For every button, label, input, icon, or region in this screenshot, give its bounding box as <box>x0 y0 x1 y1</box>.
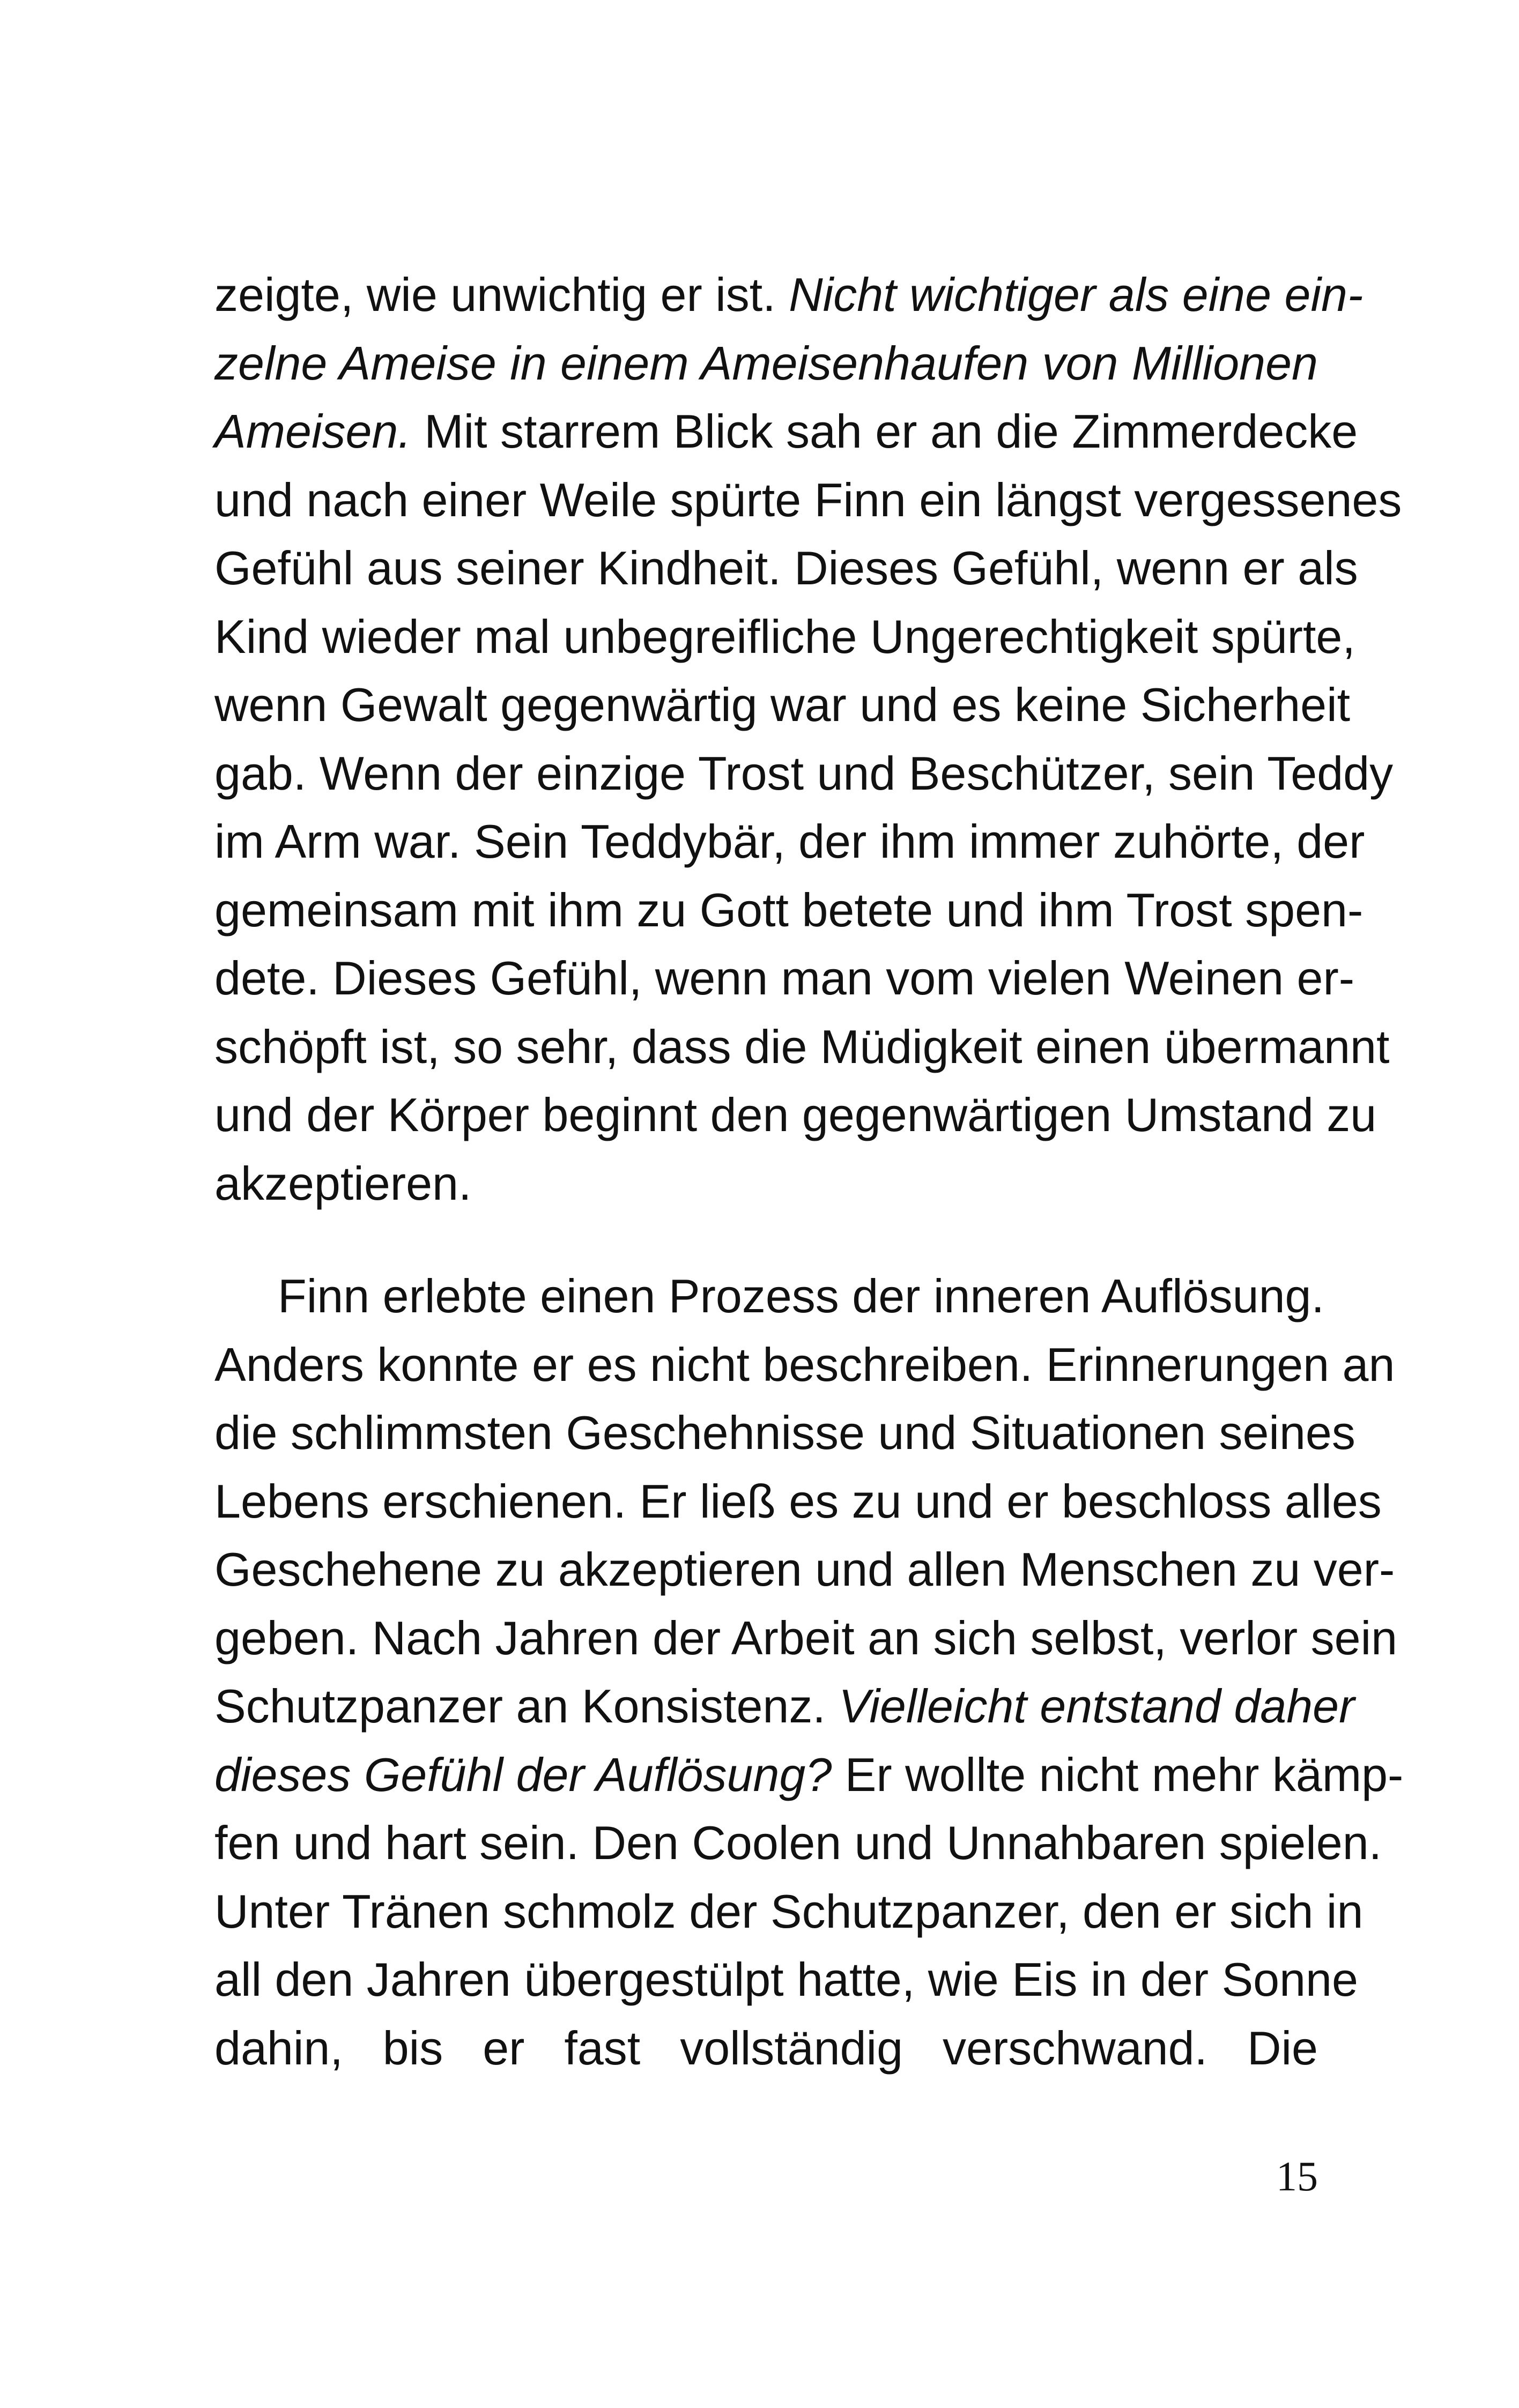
text-run: Unter Tränen schmolz der Schutzpanzer, den er sich in <box>214 1884 1364 1938</box>
text-run: dahin, bis er fast vollständig verschwand. Die <box>214 2021 1318 2075</box>
text-line <box>214 671 1351 739</box>
italic-text-run: Vielleicht entstand daher <box>839 1679 1355 1733</box>
text-line <box>214 2014 1318 2083</box>
italic-text-run: dieses Gefühl der Auflösung? <box>214 1748 832 1801</box>
italic-text-run: Nicht wichtiger als eine ein- <box>789 268 1364 321</box>
text-line <box>214 1877 1364 1946</box>
text-line <box>214 739 1394 808</box>
text-line <box>214 1741 1404 1809</box>
text-line <box>214 534 1358 603</box>
text-line <box>214 603 1355 671</box>
text-run: Lebens erschienen. Er ließ es zu und er beschloss alles <box>214 1474 1382 1528</box>
text-run: schöpft ist, so sehr, dass die Müdigkeit einen übermannt <box>214 1020 1390 1073</box>
text-line <box>214 1945 1358 2014</box>
text-run: fen und hart sein. Den Coolen und Unnahbaren spielen. <box>214 1816 1382 1869</box>
text-run: Anders konnte er es nicht beschreiben. Erinnerungen an <box>214 1337 1395 1391</box>
text-run: Schutzpanzer an Konsistenz. <box>214 1679 839 1733</box>
text-line <box>214 1262 1324 1331</box>
text-line <box>214 1604 1398 1673</box>
text-run: und nach einer Weile spürte Finn ein längst vergessenes <box>214 473 1402 526</box>
text-line <box>214 1467 1382 1536</box>
text-line <box>214 1672 1355 1741</box>
page-number: 15 <box>1276 2153 1318 2199</box>
text-run: und der Körper beginnt den gegenwärtigen Umstand zu <box>214 1088 1377 1141</box>
italic-text-run: zelne Ameise in einem Ameisenhaufen von Millionen <box>214 336 1318 390</box>
text-line <box>214 876 1364 945</box>
text-run: Mit starrem Blick sah er an die Zimmerdecke <box>411 405 1358 458</box>
text-line <box>214 1013 1390 1081</box>
text-run: dete. Dieses Gefühl, wenn man vom vielen Weinen er- <box>214 952 1355 1005</box>
text-run: Geschehene zu akzeptieren und allen Menschen zu ver- <box>214 1543 1395 1596</box>
text-line <box>214 261 1364 329</box>
italic-text-run: Ameisen. <box>214 405 411 458</box>
paragraph-1 <box>214 261 1402 1217</box>
text-line <box>214 807 1365 876</box>
text-line <box>214 1331 1395 1399</box>
text-run: Finn erlebte einen Prozess der inneren Auflösung. <box>278 1269 1324 1322</box>
paragraph-2 <box>214 1262 1404 2082</box>
text-run: all den Jahren übergestülpt hatte, wie Eis in der Sonne <box>214 1953 1358 2006</box>
text-line <box>214 397 1358 466</box>
text-run: gab. Wenn der einzige Trost und Beschützer, sein Teddy <box>214 746 1394 800</box>
text-line <box>214 944 1355 1013</box>
text-run: Er wollte nicht mehr kämp- <box>832 1748 1404 1801</box>
text-run: Kind wieder mal unbegreifliche Ungerechtigkeit spürte, <box>214 610 1355 663</box>
text-line <box>214 466 1402 534</box>
text-line <box>214 1399 1355 1467</box>
text-line <box>214 1535 1395 1604</box>
text-line <box>214 1809 1382 1877</box>
text-run: Gefühl aus seiner Kindheit. Dieses Gefühl, wenn er als <box>214 541 1358 594</box>
text-run: akzeptieren. <box>214 1156 472 1210</box>
text-line <box>214 329 1318 398</box>
text-run: im Arm war. Sein Teddybär, der ihm immer zuhörte, der <box>214 815 1365 868</box>
text-line <box>214 1149 1318 1218</box>
text-run: geben. Nach Jahren der Arbeit an sich selbst, verlor sein <box>214 1611 1398 1664</box>
text-run: gemeinsam mit ihm zu Gott betete und ihm Trost spen- <box>214 883 1364 937</box>
text-line <box>214 1081 1377 1149</box>
text-run: wenn Gewalt gegenwärtig war und es keine Sicherheit <box>214 678 1351 731</box>
text-run: zeigte, wie unwichtig er ist. <box>214 268 789 321</box>
text-run: die schlimmsten Geschehnisse und Situationen seines <box>214 1406 1355 1459</box>
